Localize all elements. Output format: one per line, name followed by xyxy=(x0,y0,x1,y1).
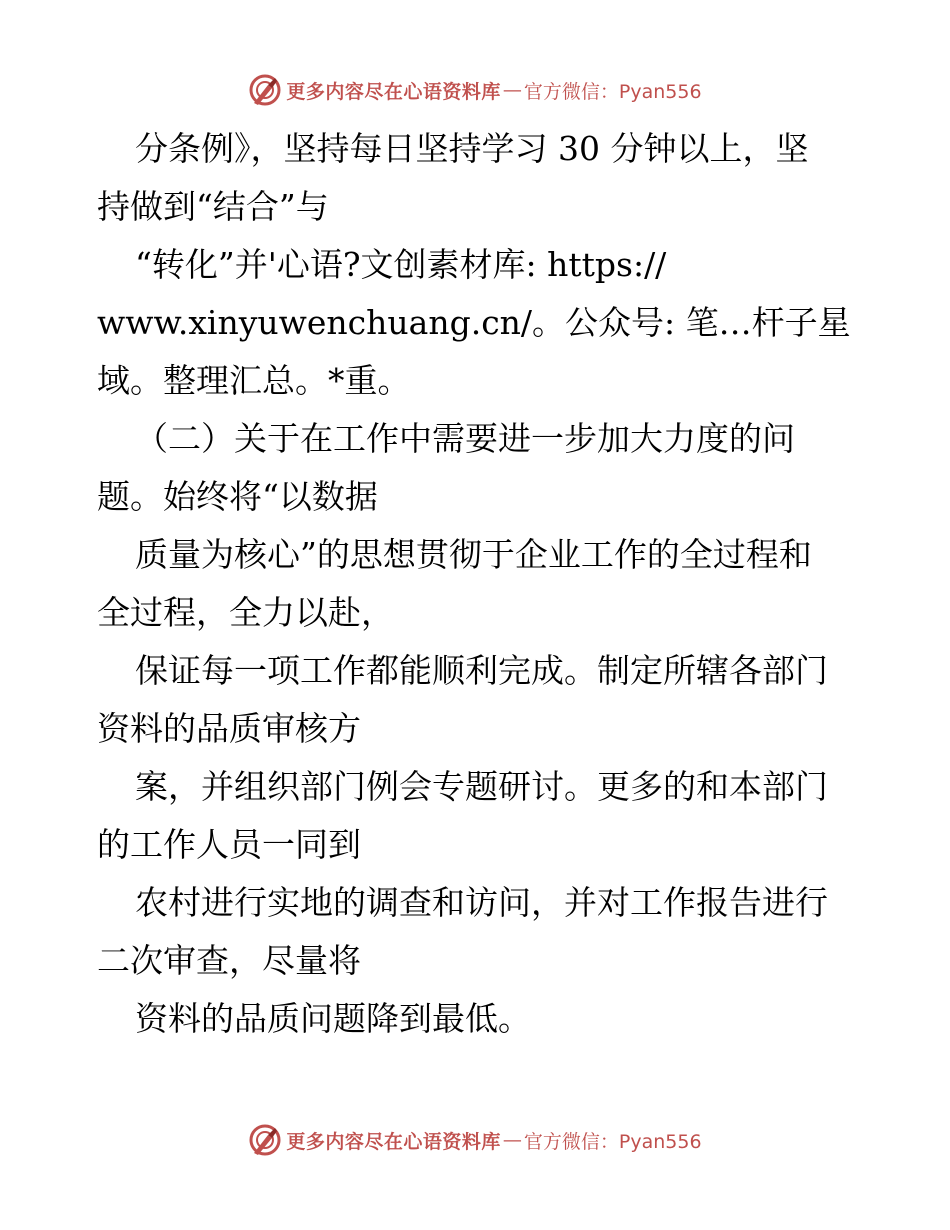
banner-dash: — xyxy=(502,1129,522,1151)
text-line: 题。始终将“以数据 xyxy=(97,477,378,516)
text-line: 域。整理汇总。*重。 xyxy=(97,361,411,400)
text-line: 持做到“结合”与 xyxy=(97,187,329,226)
header-banner xyxy=(0,70,950,110)
text-line: 农村进行实地的调查和访问，并对工作报告进行 xyxy=(135,883,828,922)
banner-wechat: 官方微信：Pyan556 xyxy=(523,80,702,103)
text-line: 资料的品质审核方 xyxy=(97,709,361,748)
text-line: 全过程，全力以赴， xyxy=(97,593,394,632)
banner-wechat: 官方微信：Pyan556 xyxy=(523,1130,702,1153)
banner-title: 更多内容尽在心语资料库 xyxy=(286,1130,501,1153)
footer-banner xyxy=(0,1120,950,1160)
text-line: 分条例》，坚持每日坚持学习 30 分钟以上，坚 xyxy=(135,129,809,168)
text-line: 保证每一项工作都能顺利完成。制定所辖各部门 xyxy=(135,651,828,690)
text-line: 质量为核心”的思想贯彻于企业工作的全过程和 xyxy=(135,535,812,574)
text-line: 案，并组织部门例会专题研讨。更多的和本部门 xyxy=(135,767,828,806)
text-line: 的工作人员一同到 xyxy=(97,825,361,864)
document-body xyxy=(97,120,857,1048)
text-line: “转化”并'心语?文创素材库: https:// xyxy=(135,245,667,284)
banner-dash: — xyxy=(502,79,522,101)
pen-logo-icon xyxy=(248,73,282,107)
banner-title: 更多内容尽在心语资料库 xyxy=(286,80,501,103)
text-line: （二）关于在工作中需要进一步加大力度的问 xyxy=(135,419,795,458)
text-line: www.xinyuwenchuang.cn/。公众号: 笔…杆子星 xyxy=(97,303,851,342)
text-line: 资料的品质问题降到最低。 xyxy=(135,999,531,1038)
pen-logo-icon xyxy=(248,1123,282,1157)
text-line: 二次审查，尽量将 xyxy=(97,941,361,980)
